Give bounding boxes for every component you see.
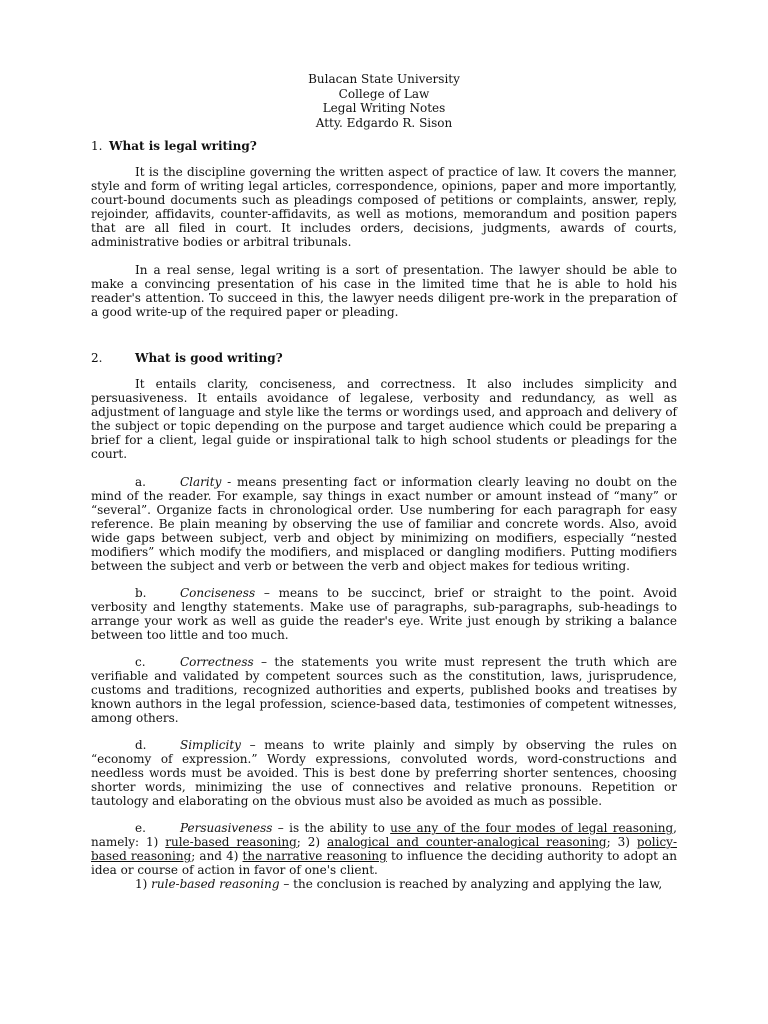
- item-e-text-3: ; 2): [296, 835, 328, 849]
- item-b-text: – means to be succinct, brief or straight to the point. Avoid verbosity and lengthy statements. Make use of paragraphs, sub-paragraphs, sub-headings to arrange your work as well as guide the reader's eye. Write just enough by striking a balance between too little and too much.: [91, 586, 677, 642]
- item-c-label: c.: [135, 655, 146, 669]
- rule-number: 1): [135, 877, 152, 891]
- link-rule-based: rule-based reasoning: [165, 835, 297, 849]
- item-b-label: b.: [135, 586, 147, 600]
- rule-text: – the conclusion is reached by analyzing and applying the law,: [279, 877, 663, 891]
- item-e-persuasiveness: [91, 821, 677, 877]
- author-name: Atty. Edgardo R. Sison: [315, 115, 453, 130]
- section-1-number: 1.: [91, 139, 103, 153]
- university-name: Bulacan State University: [308, 72, 460, 86]
- college-name: College of Law: [338, 86, 430, 101]
- rule-term: rule-based reasoning: [151, 877, 280, 891]
- item-e-text-5: ; and 4): [191, 849, 243, 863]
- item-e-label: e.: [135, 821, 146, 835]
- item-d-label: d.: [135, 738, 147, 752]
- item-e-text-6: to influence the deciding authority to adopt an idea or course of action in favor of one's client.: [91, 849, 678, 877]
- section-1-paragraph-1: It is the discipline governing the written aspect of practice of law. It covers the manner, style and form of writing legal articles, correspondence, opinions, paper and more importantly, court-bound documents such as pleadings composed of petitions or complaints, answer, reply, rejoinder, affidavits, counter-affidavits, as well as motions, memorandum and position papers that are all filed in court. It includes orders, decisions, judgments, awards of courts, administrative bodies or arbitral tribunals.: [91, 165, 677, 249]
- section-2-heading: [91, 351, 677, 365]
- section-1-heading: [91, 139, 677, 153]
- document-title: Legal Writing Notes: [322, 101, 446, 115]
- item-e-text-4: ; 3): [606, 835, 637, 849]
- item-b-term: Conciseness: [180, 586, 256, 600]
- section-1-paragraph-2: In a real sense, legal writing is a sort of presentation. The lawyer should be able to make a convincing presentation of his case in the limited time that he is able to hold his reader's attention. To succeed in this, the lawyer needs diligent pre-work in the preparation of a good write-up of the required paper or pleading.: [91, 263, 677, 319]
- item-c-correctness: [91, 655, 677, 725]
- item-a-text: - means presenting fact or information clearly leaving no doubt on the mind of the reader. For example, say things in exact number or amount instead of “many” or “several”. Organize facts in chronological order. Use numbering for each paragraph for easy reference. Be plain meaning by observing the use of familiar and concrete words. Also, avoid wide gaps between subject, verb and object by minimizing on modifiers, especially “nested modifiers” which modify the modifiers, and misplaced or dangling modifiers. Putting modifiers between the subject and verb or between the verb and object makes for tedious writing.: [91, 475, 677, 573]
- item-a-term: Clarity: [180, 475, 222, 489]
- item-d-text: – means to write plainly and simply by observing the rules on “economy of expression.” Wordy expressions, convoluted words, word-constructions and needless words must be avoided. This is best done by preferring shorter sentences, choosing shorter words, minimizing the use of connectives and relative pronouns. Repetition or tautology and elaborating on the obvious must also be avoided as much as possible.: [91, 738, 677, 808]
- item-a-label: a.: [135, 475, 146, 489]
- document-header: [91, 72, 677, 130]
- section-2-title: What is good writing?: [135, 351, 283, 365]
- link-policy-based: policy-based reasoning: [91, 835, 678, 863]
- item-c-term: Correctness: [180, 655, 254, 669]
- item-c-text: – the statements you write must represent the truth which are verifiable and validated by competent sources such as the constitution, laws, jurisprudence, customs and traditions, recognized authorities and experts, published books and treatises by known authors in the legal profession, science-based data, testimonies of competent witnesses, among others.: [91, 655, 677, 725]
- item-d-term: Simplicity: [180, 738, 241, 752]
- link-four-modes: use any of the four modes of legal reasoning: [390, 821, 674, 835]
- item-d-simplicity: [91, 738, 677, 808]
- link-narrative: the narrative reasoning: [242, 849, 387, 863]
- rule-based-reasoning-item: [91, 877, 677, 891]
- section-2-paragraph-1: It entails clarity, conciseness, and correctness. It also includes simplicity and persuasiveness. It entails avoidance of legalese, verbosity and redundancy, as well as adjustment of language and style like the terms or wordings used, and approach and delivery of the subject or topic depending on the purpose and target audience which could be preparing a brief for a client, legal guide or inspirational talk to high school students or pleadings for the court.: [91, 377, 677, 461]
- section-1-title: What is legal writing?: [109, 139, 257, 153]
- item-a-clarity: [91, 475, 677, 573]
- item-b-conciseness: [91, 586, 677, 642]
- section-2-number: 2.: [91, 351, 103, 365]
- item-e-text-2: , namely: 1): [91, 821, 677, 849]
- item-e-text-1: – is the ability to: [272, 821, 391, 835]
- link-analogical: analogical and counter-analogical reasoning: [327, 835, 607, 849]
- item-e-term: Persuasiveness: [180, 821, 273, 835]
